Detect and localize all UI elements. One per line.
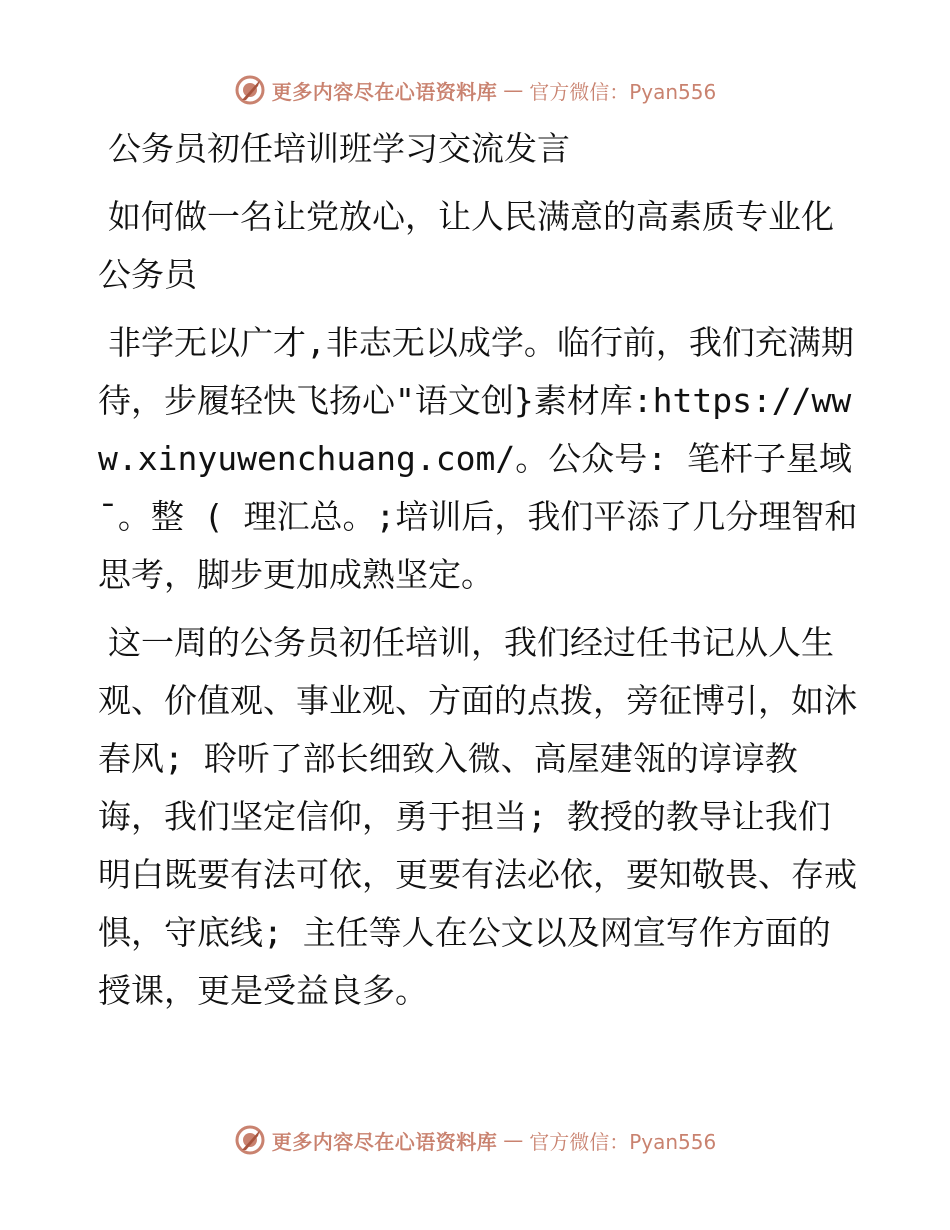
- document-body: [98, 120, 858, 1030]
- watermark-group: [234, 74, 717, 106]
- watermark-separator: —: [503, 1128, 524, 1152]
- watermark-text: 更多内容尽在心语资料库: [271, 79, 498, 104]
- quill-seal-icon: [234, 74, 266, 106]
- footer-watermark: [0, 1120, 950, 1160]
- paragraph-text: 这一周的公务员初任培训，我们经过任书记从人生观、价值观、事业观、方面的点拨，旁征博引，如沐春风; 聆听了部长细致入微、高屋建瓴的谆谆教诲，我们坚定信仰，勇于担当; 教授的教导让我们明白既要有法可依，更要有法必依，要知敬畏、存戒惧，守底线; 主任等人在公文以及网宣写作方面的授课，更是受益良多。: [98, 623, 857, 1010]
- watermark-separator: —: [503, 78, 524, 102]
- document-subtitle: [98, 188, 858, 304]
- watermark-contact: 官方微信：Pyan556: [529, 79, 717, 104]
- document-title: [98, 120, 858, 178]
- quill-seal-icon: [234, 1124, 266, 1156]
- header-watermark: [0, 70, 950, 110]
- paragraph-2: [98, 614, 858, 1020]
- paragraph-text: 非学无以广才,非志无以成学。临行前，我们充满期待，步履轻快飞扬心"语文创}素材库:https://www.xinyuwenchuang.com/。公众号: 笔杆子星域¯。整 ( 理汇总。;培训后，我们平添了几分理智和思考，脚步更加成熟坚定。: [98, 323, 858, 594]
- paragraph-1: [98, 314, 858, 604]
- subtitle-text: 如何做一名让党放心，让人民满意的高素质专业化公务员: [98, 197, 834, 294]
- watermark-group: [234, 1124, 717, 1156]
- title-text: 公务员初任培训班学习交流发言: [108, 129, 570, 168]
- watermark-text: 更多内容尽在心语资料库: [271, 1129, 498, 1154]
- watermark-contact: 官方微信：Pyan556: [529, 1129, 717, 1154]
